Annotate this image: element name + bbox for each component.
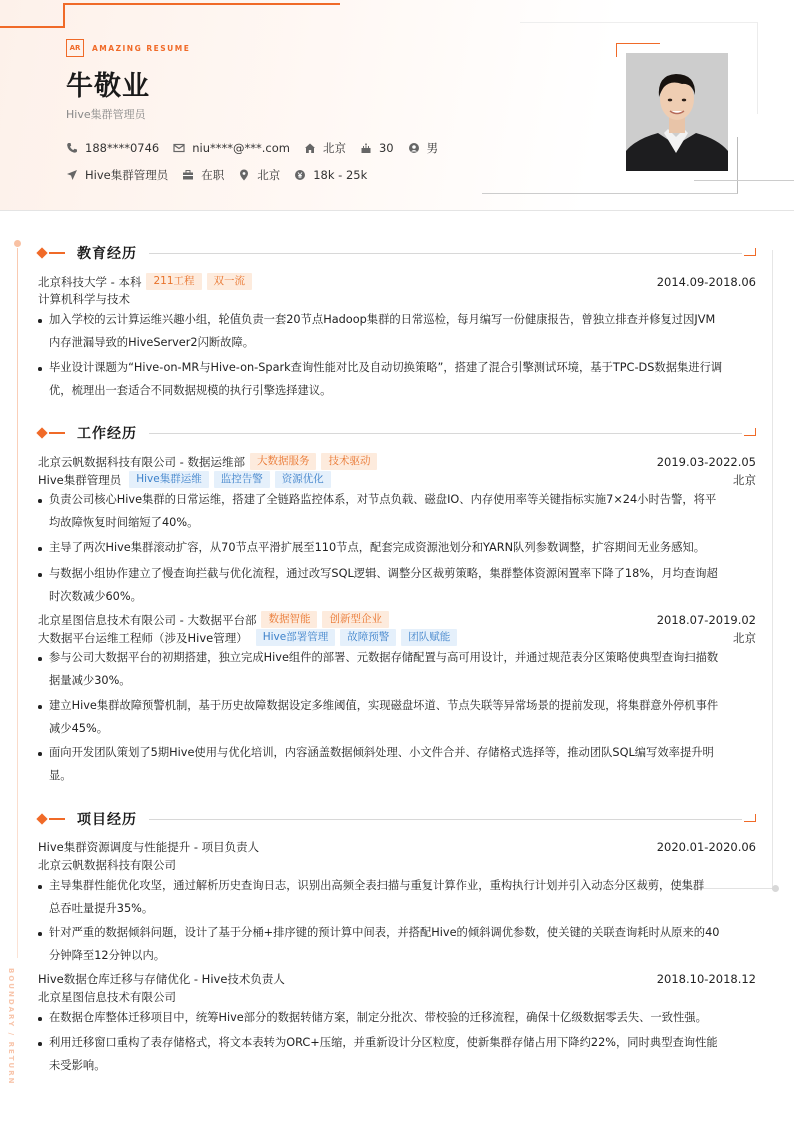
decor-dash	[49, 252, 65, 254]
corner-mark	[744, 248, 756, 256]
decor-dot	[14, 240, 21, 247]
project-company-row	[38, 857, 756, 873]
gender-text: 男	[426, 141, 439, 155]
salary-item	[294, 168, 367, 182]
send-icon	[66, 169, 78, 181]
school-tag: 211工程	[146, 273, 201, 290]
resume-header	[0, 0, 794, 211]
school-tag: 双一流	[207, 273, 253, 290]
skill-tag: 资源优化	[275, 471, 331, 488]
intent-city-text: 北京	[257, 168, 281, 182]
list-item: 在数据仓库整体迁移项目中，统筹Hive部分的数据转储方案，制定分批次、带校验的迁移流程，确保十亿级数据零丢失、一致性强。	[38, 1007, 754, 1030]
decor-dash	[49, 432, 65, 434]
hometown-item	[304, 140, 346, 156]
candidate-name: 牛敬业	[66, 71, 150, 102]
list-item: 建立Hive集群故障预警机制，基于历史故障数据设定多维阈值，实现磁盘坏道、节点失联等异常场景的提前发现，将集群意外停机事件 减少45%。	[38, 695, 754, 740]
decor-line	[0, 26, 64, 28]
corner-mark	[744, 428, 756, 436]
company-tag: 大数据服务	[250, 453, 317, 470]
decor-line	[17, 248, 18, 958]
company-name: 北京云帆数据科技有限公司 - 数据运维部	[38, 454, 245, 469]
decor-line	[63, 3, 340, 5]
job-header-row	[38, 611, 756, 628]
job-role: Hive集群管理员	[38, 472, 122, 487]
status-item	[182, 167, 224, 183]
project-company: 北京星图信息技术有限公司	[38, 990, 176, 1004]
job-role-row	[38, 471, 756, 488]
project-name: Hive集群资源调度与性能提升 - 项目负责人	[38, 840, 260, 854]
major: 计算机科学与技术	[38, 292, 130, 306]
age-item	[360, 141, 394, 155]
decor-dash	[49, 818, 65, 820]
list-item: 面向开发团队策划了5期Hive使用与优化培训，内容涵盖数据倾斜处理、小文件合并、存储格式选择等，推动团队SQL编写效率提升明 显。	[38, 742, 754, 787]
diamond-icon	[36, 247, 47, 258]
intent-city-item	[238, 167, 280, 183]
intent-position-item	[66, 167, 168, 183]
decor-line	[63, 3, 65, 28]
list-item: 主导集群性能优化攻坚，通过解析历史查询日志，识别出高频全表扫描与重复计算作业，重构执行计划并引入动态分区裁剪，使集群 总吞吐量提升35%。	[38, 875, 754, 920]
status-text: 在职	[201, 168, 225, 182]
job-role-row	[38, 629, 756, 646]
phone-text: 188****0746	[85, 141, 160, 155]
education-header-row	[38, 273, 756, 290]
job-intent-row	[66, 167, 381, 183]
diamond-icon	[36, 427, 47, 438]
skill-tag: 监控告警	[214, 471, 270, 488]
age-text: 30	[378, 141, 394, 155]
project-header-row	[38, 971, 756, 987]
section-title: 工作经历	[77, 426, 137, 442]
gender-icon	[408, 142, 420, 154]
section-heading-projects	[38, 809, 756, 829]
company-tag: 技术驱动	[321, 453, 377, 470]
decor-line	[694, 180, 794, 181]
divider	[149, 433, 742, 434]
list-item: 参与公司大数据平台的初期搭建，独立完成Hive组件的部署、元数据存储配置与高可用设计，并通过规范表分区策略使典型查询扫描数 据量减少30%。	[38, 647, 754, 692]
section-heading-education	[38, 243, 756, 263]
mail-icon	[173, 142, 185, 154]
contact-row	[66, 140, 452, 156]
list-item: 与数据小组协作建立了慢查询拦截与优化流程，通过改写SQL逻辑、调整分区裁剪策略，集群整体资源闲置率下降了18%，月均查询超 时次数减少60%。	[38, 563, 754, 608]
skill-tag: 团队赋能	[401, 629, 457, 646]
briefcase-icon	[182, 169, 194, 181]
section-title: 教育经历	[77, 246, 137, 262]
portrait-illustration	[626, 53, 728, 171]
job-role: 大数据平台运维工程师（涉及Hive管理）	[38, 630, 248, 645]
list-item: 针对严重的数据倾斜问题，设计了基于分桶+排序键的预计算中间表，并搭配Hive的倾斜调优参数，使关键的关联查询耗时从原来的40 分钟降至12分钟以内。	[38, 922, 754, 967]
list-item: 负责公司核心Hive集群的日常运维，搭建了全链路监控体系，对节点负载、磁盘IO、内存使用率等关键指标实施7×24小时告警，将平 均故障恢复时间缩短了40%。	[38, 489, 754, 534]
skill-tag: 故障预警	[340, 629, 396, 646]
skill-tag: Hive集群运维	[129, 471, 209, 488]
brand	[66, 39, 190, 57]
list-item: 加入学校的云计算运维兴趣小组，轮值负责一套20节点Hadoop集群的日常巡检，每月编写一份健康报告，曾独立排查并修复过因JVM 内存泄漏导致的HiveServer2闪断故障。	[38, 309, 754, 354]
list-item: 利用迁移窗口重构了表存储格式，将文本表转为ORC+压缩，并重新设计分区粒度，使新集群存储占用下降约22%，同时典型查询性能 未受影响。	[38, 1032, 754, 1077]
education-date: 2014.09-2018.06	[656, 274, 756, 289]
project-name: Hive数据仓库迁移与存储优化 - Hive技术负责人	[38, 972, 285, 986]
divider	[149, 819, 742, 820]
company-tag: 数据智能	[261, 611, 317, 628]
email-item	[173, 141, 290, 155]
email-text: niu****@***.com	[192, 141, 290, 155]
brand-text: AMAZING RESUME	[92, 43, 191, 53]
major-row	[38, 291, 756, 307]
salary-icon	[294, 169, 306, 181]
divider	[149, 253, 742, 254]
list-item: 毕业设计课题为“Hive-on-MR与Hive-on-Spark查询性能对比及自动切换策略”，搭建了混合引擎测试环境，基于TPC-DS数据集进行调 优，梳理出一套适合不同数据规模的执行引擎选择建议。	[38, 357, 754, 402]
home-icon	[304, 142, 316, 154]
project-date: 2018.10-2018.12	[656, 972, 756, 986]
phone-item	[66, 141, 159, 155]
hometown-text: 北京	[322, 141, 346, 155]
company-tag: 创新型企业	[322, 611, 389, 628]
school-name: 北京科技大学 - 本科	[38, 274, 142, 289]
job-date: 2019.03-2022.05	[656, 454, 756, 469]
project-header-row	[38, 839, 756, 855]
diamond-icon	[36, 813, 47, 824]
brand-logo: AR	[66, 39, 84, 57]
decor-line	[772, 250, 773, 890]
project-date: 2020.01-2020.06	[656, 840, 756, 854]
intent-position-text: Hive集群管理员	[85, 168, 169, 182]
project-company-row	[38, 989, 756, 1005]
profile-photo	[626, 53, 728, 171]
gender-item	[408, 140, 439, 156]
section-title: 项目经历	[77, 812, 137, 828]
job-header-row	[38, 453, 756, 470]
candidate-title: Hive集群管理员	[66, 108, 146, 121]
phone-icon	[66, 142, 78, 154]
location-pin-icon	[238, 169, 250, 181]
project-company: 北京云帆数据科技有限公司	[38, 858, 176, 872]
salary-text: 18k - 25k	[313, 168, 368, 182]
corner-mark	[744, 814, 756, 822]
skill-tag: Hive部署管理	[256, 629, 336, 646]
list-item: 主导了两次Hive集群滚动扩容，从70节点平滑扩展至110节点，配套完成资源池划分和YARN队列参数调整，扩容期间无业务感知。	[38, 537, 754, 560]
side-watermark-text: BOUNDARY / RETURN	[7, 968, 15, 1086]
job-date: 2018.07-2019.02	[656, 612, 756, 627]
company-name: 北京星图信息技术有限公司 - 大数据平台部	[38, 612, 257, 627]
cake-icon	[360, 142, 372, 154]
decor-dot	[772, 885, 779, 892]
job-city: 北京	[733, 472, 756, 487]
section-heading-work	[38, 423, 756, 443]
job-city: 北京	[733, 630, 756, 645]
